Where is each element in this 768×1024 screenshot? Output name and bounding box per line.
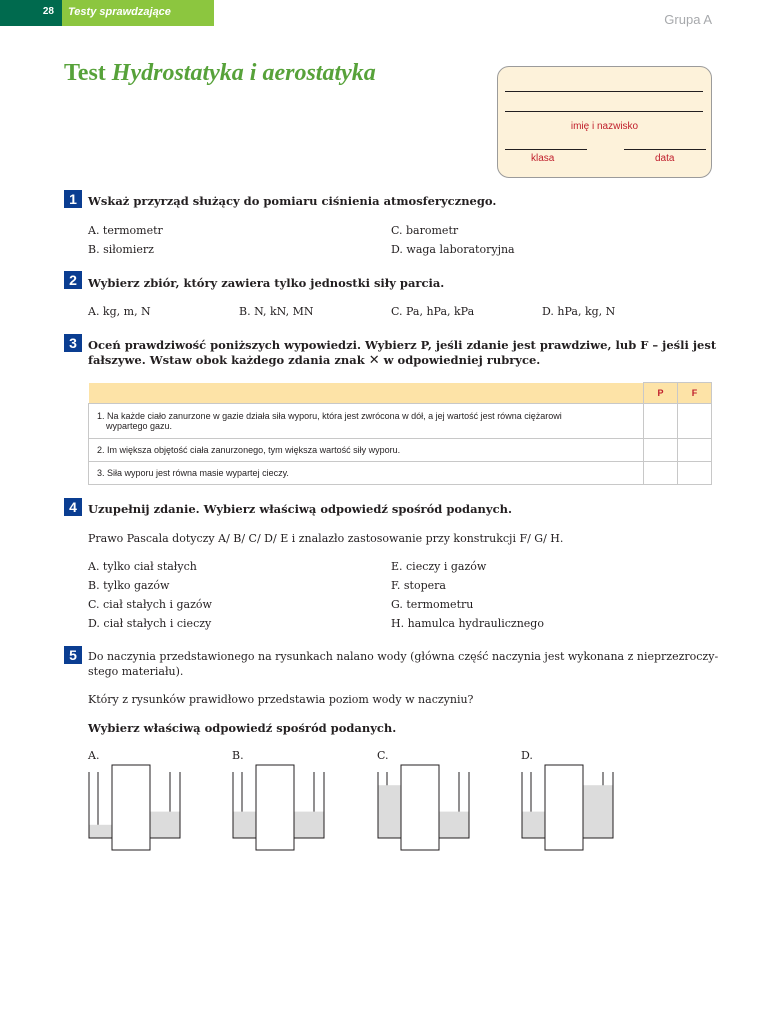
name-line-2: [505, 111, 703, 112]
figure-label-a[interactable]: A.: [88, 749, 100, 762]
question-1-prompt: Wskaż przyrząd służący do pomiaru ciśnienia atmosferycznego.: [88, 194, 497, 208]
q2-option-c[interactable]: C. Pa, hPa, kPa: [391, 305, 475, 318]
statement-2: 2. Im większa objętość ciała zanurzonego, tym większa wartość siły wyporu.: [89, 439, 644, 462]
vessel-figure-b[interactable]: [230, 760, 350, 860]
water-left: [378, 785, 401, 838]
question-number-1: 1: [64, 190, 82, 208]
q5-text-line2: stego materiału).: [88, 665, 184, 678]
water-right: [150, 812, 180, 838]
table-row: [89, 462, 712, 485]
answer-cell-3-p[interactable]: [644, 462, 678, 485]
q4-option-a[interactable]: A. tylko ciał stałych: [88, 560, 197, 573]
title-prefix: Test: [64, 60, 106, 86]
date-label: data: [655, 153, 675, 164]
water-right: [294, 812, 324, 838]
q5-text-line1: Do naczynia przedstawionego na rysunkach nalano wody (główna część naczynia jest wykonana z nieprzezroczy-: [88, 650, 719, 663]
answer-cell-2-p[interactable]: [644, 439, 678, 462]
q4-sentence: Prawo Pascala dotyczy A/ B/ C/ D/ E i znalazło zastosowanie przy konstrukcji F/ G/ H.: [88, 532, 564, 545]
question-number-5: 5: [64, 646, 82, 664]
q2-option-d[interactable]: D. hPa, kg, N: [542, 305, 616, 318]
page-number-badge: [0, 0, 62, 26]
cross-mark-icon: ✕: [368, 353, 380, 368]
water-right: [439, 812, 469, 838]
figure-label-d[interactable]: D.: [521, 749, 533, 762]
water-left: [522, 812, 545, 838]
section-label: Testy sprawdzające: [68, 6, 171, 18]
statement-3: 3. Siła wyporu jest równa masie wypartej cieczy.: [89, 462, 644, 485]
question-number-4: 4: [64, 498, 82, 516]
q5-question: Który z rysunków prawidłowo przedstawia poziom wody w naczyniu?: [88, 693, 474, 706]
name-line-1: [505, 91, 703, 92]
vessel-body: [545, 765, 583, 850]
name-label: imię i nazwisko: [570, 121, 639, 132]
answer-cell-3-f[interactable]: [678, 462, 712, 485]
q5-instruction: Wybierz właściwą odpowiedź spośród podanych.: [88, 721, 397, 735]
water-left: [233, 812, 256, 838]
vessel-figure-c[interactable]: [375, 760, 495, 860]
q4-option-h[interactable]: H. hamulca hydraulicznego: [391, 617, 544, 630]
q4-option-c[interactable]: C. ciał stałych i gazów: [88, 598, 212, 611]
q4-option-b[interactable]: B. tylko gazów: [88, 579, 170, 592]
statement-1-line2: wypartego gazu.: [106, 421, 173, 431]
vessel-body: [112, 765, 150, 850]
date-line: [624, 149, 706, 150]
q2-option-a[interactable]: A. kg, m, N: [88, 305, 151, 318]
answer-cell-2-f[interactable]: [678, 439, 712, 462]
q3-prompt-part1: fałszywe. Wstaw obok każdego zdania znak: [88, 353, 365, 367]
figure-label-b[interactable]: B.: [232, 749, 244, 762]
class-label: klasa: [531, 153, 555, 164]
q4-option-e[interactable]: E. cieczy i gazów: [391, 560, 487, 573]
figure-label-c[interactable]: C.: [377, 749, 389, 762]
q1-option-a[interactable]: A. termometr: [88, 224, 163, 237]
vessel-figure-d[interactable]: [519, 760, 639, 860]
vessel-body: [256, 765, 294, 850]
q4-option-d[interactable]: D. ciał stałych i cieczy: [88, 617, 212, 630]
page-number: 28: [42, 6, 54, 17]
question-number-2: 2: [64, 271, 82, 289]
student-info-box: [497, 66, 712, 178]
group-label: Grupa A: [664, 12, 712, 27]
q3-prompt-part2: w odpowiedniej rubryce.: [383, 353, 541, 367]
water-right: [583, 785, 613, 838]
q1-option-d[interactable]: D. waga laboratoryjna: [391, 243, 515, 256]
title-subject: Hydrostatyka i aerostatyka: [111, 60, 376, 86]
question-2-prompt: Wybierz zbiór, który zawiera tylko jednostki siły parcia.: [88, 276, 445, 290]
question-3-prompt-line2: [88, 353, 540, 368]
q4-option-g[interactable]: G. termometru: [391, 598, 474, 611]
answer-cell-1-f[interactable]: [678, 404, 712, 439]
statement-1: [89, 404, 644, 439]
question-number-3: 3: [64, 334, 82, 352]
vessel-body: [401, 765, 439, 850]
class-line: [505, 149, 587, 150]
table-header-row: [89, 383, 712, 404]
q1-option-c[interactable]: C. barometr: [391, 224, 459, 237]
question-4-prompt: Uzupełnij zdanie. Wybierz właściwą odpowiedź spośród podanych.: [88, 502, 512, 516]
answer-cell-1-p[interactable]: [644, 404, 678, 439]
page-title: [64, 60, 376, 87]
table-row: [89, 404, 712, 439]
q2-option-b[interactable]: B. N, kN, MN: [239, 305, 314, 318]
water-left: [89, 825, 112, 838]
vessel-figure-a[interactable]: [86, 760, 206, 860]
true-false-table: [88, 382, 712, 485]
table-row: [89, 439, 712, 462]
question-3-prompt-line1: Oceń prawdziwość poniższych wypowiedzi. Wybierz P, jeśli zdanie jest prawdziwe, lub F – jeśli jest: [88, 338, 717, 352]
table-header-blank: [89, 383, 644, 404]
q4-option-f[interactable]: F. stopera: [391, 579, 446, 592]
col-header-f: F: [678, 383, 712, 404]
statement-1-line1: 1. Na każde ciało zanurzone w gazie działa siła wyporu, która jest zwrócona w dół, a jej wartość jest równa ciężarowi: [97, 411, 562, 421]
section-badge: [62, 0, 214, 26]
col-header-p: P: [644, 383, 678, 404]
q1-option-b[interactable]: B. siłomierz: [88, 243, 154, 256]
